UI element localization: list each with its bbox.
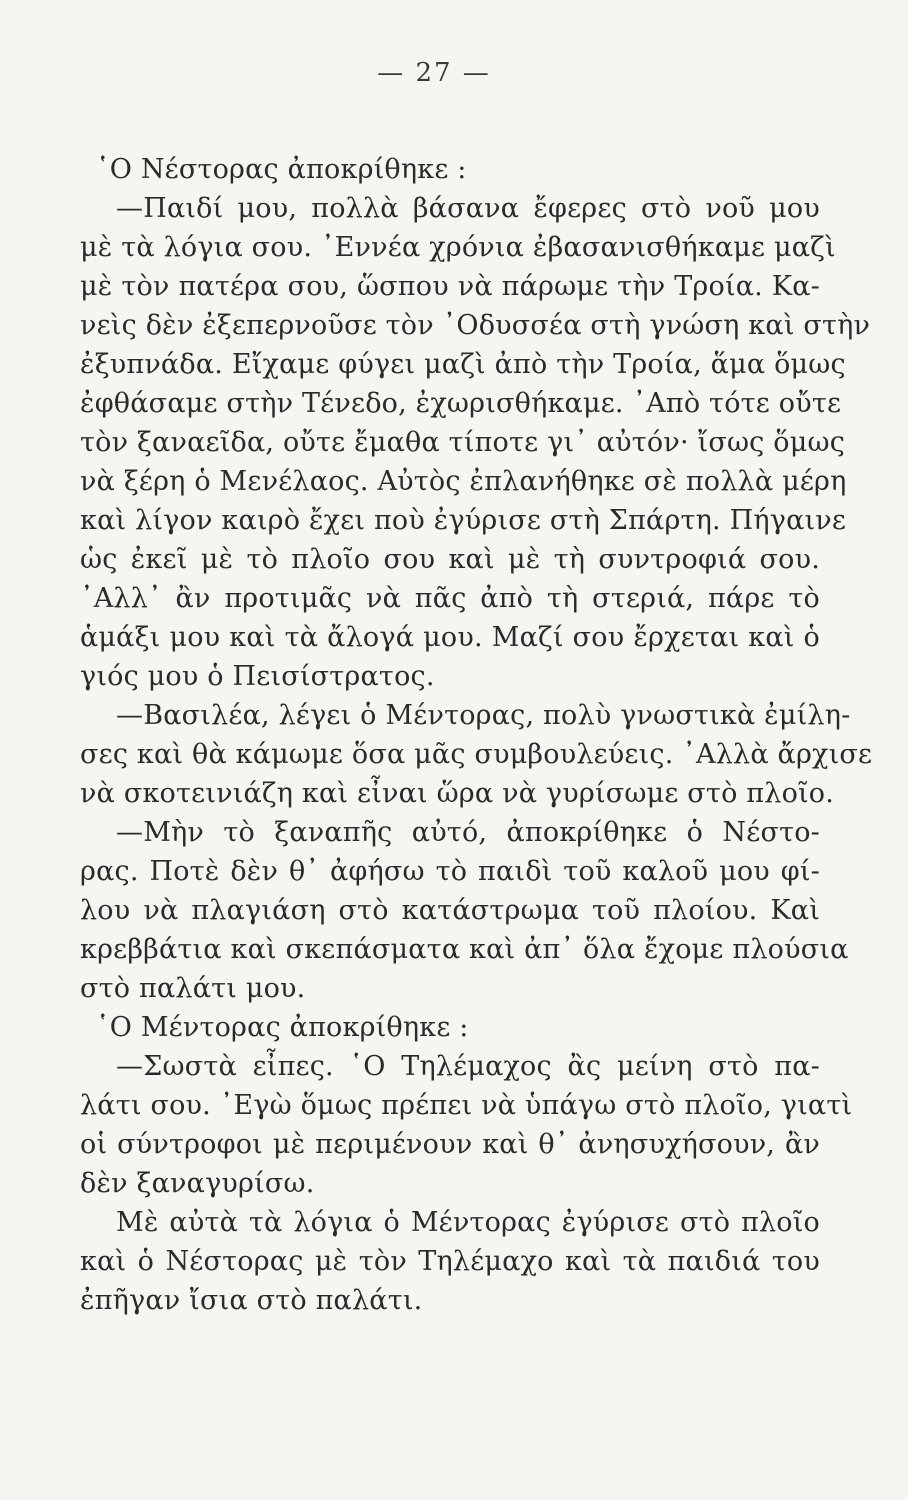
- text-line: τὸν ξαναεῖδα, οὔτε ἔμαθα τίποτε γι᾿ αὐτόν· ἴσως ὅμως: [80, 427, 846, 458]
- text-line: —Βασιλέα, λέγει ὁ Μέντορας, πολὺ γνωστικὰ ἐμίλη-: [116, 700, 851, 731]
- text-line: —Παιδί μου, πολλὰ βάσανα ἔφερες στὸ νοῦ μου: [116, 193, 820, 224]
- text-line: στὸ παλάτι μου.: [80, 973, 306, 1004]
- text-line: —Μὴν τὸ ξαναπῆς αὐτό, ἀποκρίθηκε ὁ Νέστο-: [116, 817, 820, 848]
- text-line: μὲ τὸν πατέρα σου, ὥσπου νὰ πάρωμε τὴν Τροία. Κα-: [80, 271, 820, 302]
- text-line: σες καὶ θὰ κάμωμε ὅσα μᾶς συμβουλεύεις. ᾿Αλλὰ ἄρχισε: [80, 739, 873, 770]
- text-line: ρας. Ποτὲ δὲν θ᾿ ἀφήσω τὸ παιδὶ τοῦ καλοῦ μου φί-: [80, 856, 820, 887]
- text-line: νεὶς δὲν ἐξεπερνοῦσε τὸν ᾿Οδυσσέα στὴ γνώση καὶ στὴν: [80, 310, 871, 341]
- text-line: κρεββάτια καὶ σκεπάσματα καὶ ἀπ᾿ ὅλα ἔχομε πλούσια: [80, 934, 849, 965]
- body-text: [80, 150, 873, 1320]
- text-line: —Σωστὰ εἶπες. ῾Ο Τηλέμαχος ἂς μείνη στὸ πα-: [116, 1051, 820, 1082]
- text-line: ἐξυπνάδα. Εἴχαμε φύγει μαζὶ ἀπὸ τὴν Τροία, ἅμα ὅμως: [80, 349, 846, 380]
- text-line: ἐφθάσαμε στὴν Τένεδο, ἐχωρισθήκαμε. ᾿Απὸ τότε οὔτε: [80, 388, 842, 419]
- text-line: ῾Ο Μέντορας ἀποκρίθηκε :: [96, 1012, 469, 1043]
- text-line: νὰ σκοτεινιάζη καὶ εἶναι ὥρα νὰ γυρίσωμε στὸ πλοῖο.: [80, 778, 835, 809]
- text-line: γιός μου ὁ Πεισίστρατος.: [80, 661, 435, 692]
- text-line: καὶ λίγον καιρὸ ἔχει ποὺ ἐγύρισε στὴ Σπάρτη. Πήγαινε: [80, 505, 847, 536]
- text-line: ἐπῆγαν ἴσια στὸ παλάτι.: [80, 1285, 423, 1316]
- text-line: μὲ τὰ λόγια σου. ᾿Εννέα χρόνια ἐβασανισθήκαμε μαζὶ: [80, 232, 836, 263]
- text-line: ᾿Αλλ᾿ ἂν προτιμᾶς νὰ πᾶς ἀπὸ τὴ στεριά, πάρε τὸ: [80, 583, 820, 614]
- text-line: ἁμάξι μου καὶ τὰ ἄλογά μου. Μαζί σου ἔρχεται καὶ ὁ: [80, 622, 820, 653]
- text-line: λάτι σου. ᾿Εγὼ ὅμως πρέπει νὰ ὑπάγω στὸ πλοῖο, γιατὶ: [80, 1090, 853, 1121]
- text-line: λου νὰ πλαγιάση στὸ κατάστρωμα τοῦ πλοίου. Καὶ: [80, 895, 820, 926]
- text-line: οἱ σύντροφοι μὲ περιμένουν καὶ θ᾿ ἀνησυχήσουν, ἂν: [80, 1129, 820, 1160]
- text-line: ῾Ο Νέστορας ἀποκρίθηκε :: [96, 154, 467, 185]
- text-line: καὶ ὁ Νέστορας μὲ τὸν Τηλέμαχο καὶ τὰ παιδιά του: [80, 1246, 820, 1277]
- text-line: νὰ ξέρη ὁ Μενέλαος. Αὐτὸς ἐπλανήθηκε σὲ πολλὰ μέρη: [80, 466, 847, 497]
- text-line: δὲν ξαναγυρίσω.: [80, 1168, 315, 1199]
- page-number: — 27 —: [377, 58, 491, 88]
- text-line: Μὲ αὐτὰ τὰ λόγια ὁ Μέντορας ἐγύρισε στὸ πλοῖο: [116, 1207, 820, 1238]
- text-line: ὡς ἐκεῖ μὲ τὸ πλοῖο σου καὶ μὲ τὴ συντροφιά σου.: [80, 544, 820, 575]
